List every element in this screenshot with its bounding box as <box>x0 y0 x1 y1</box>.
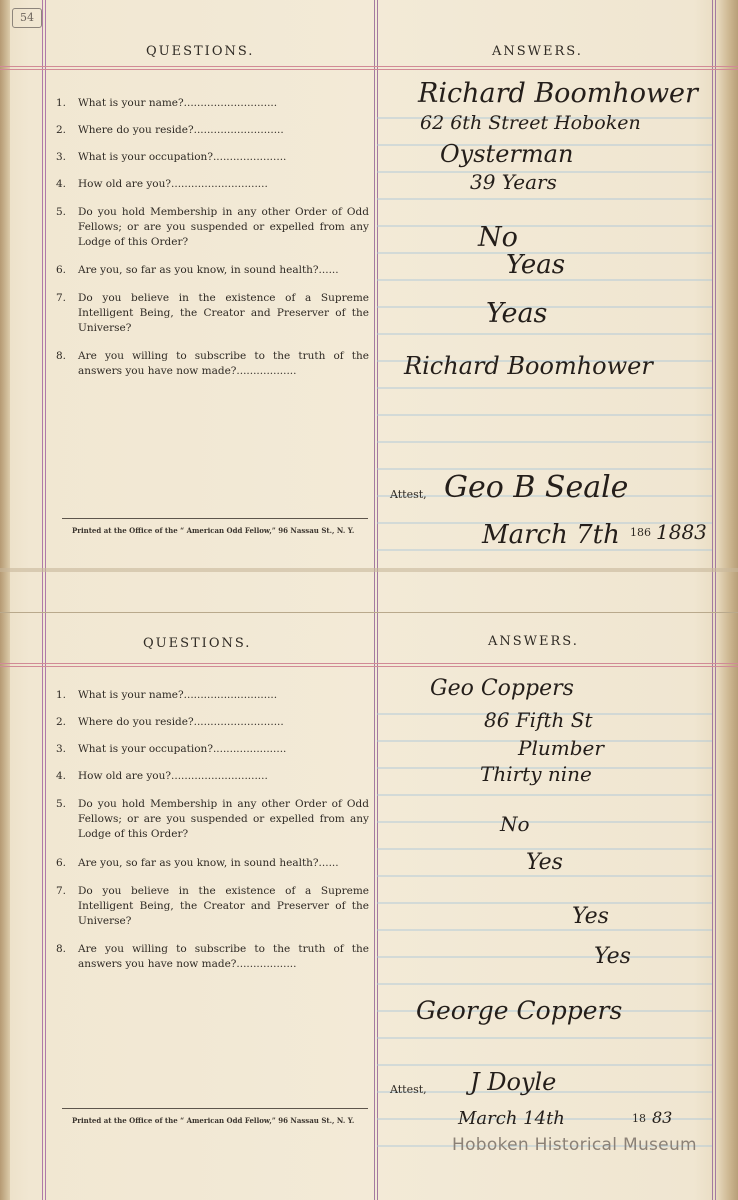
question-text: Where do you reside?........................... <box>78 124 284 136</box>
question-2 <box>56 123 369 138</box>
question-text: Are you, so far as you know, in sound health?...... <box>78 264 339 276</box>
question-text: How old are you?............................. <box>78 770 268 782</box>
question-3 <box>56 150 369 165</box>
question-number: 8. <box>56 943 67 955</box>
date-written: March 7th <box>482 520 620 550</box>
questions-heading: QUESTIONS. <box>143 636 252 651</box>
printer-rule <box>62 1108 368 1109</box>
question-7 <box>56 884 369 929</box>
answers-heading: ANSWERS. <box>488 634 579 649</box>
question-number: 4. <box>56 770 67 782</box>
question-number: 1. <box>56 689 67 701</box>
question-text: Do you believe in the existence of a Supreme Intelligent Being, the Creator and Preserver of the Universe? <box>78 292 369 334</box>
answer-6-health: Yes <box>526 850 563 875</box>
question-number: 5. <box>56 798 67 810</box>
printer-line: Printed at the Office of the “ American Odd Fellow,” 96 Nassau St., N. Y. <box>72 1116 355 1125</box>
question-number: 2. <box>56 716 67 728</box>
answer-5-membership: No <box>478 222 518 253</box>
question-text: What is your occupation?...................... <box>78 743 287 755</box>
attest-label: Attest, <box>390 1083 427 1096</box>
question-number: 1. <box>56 97 67 109</box>
question-text: Are you, so far as you know, in sound health?...... <box>78 857 339 869</box>
question-8 <box>56 349 369 379</box>
answer-5-membership: No <box>500 812 530 836</box>
question-5 <box>56 797 369 842</box>
question-text: Do you believe in the existence of a Supreme Intelligent Being, the Creator and Preserver of the Universe? <box>78 885 369 927</box>
date-written: March 14th <box>458 1108 565 1129</box>
year-printed: 186 <box>630 526 651 539</box>
printer-rule <box>62 518 368 519</box>
answer-4-age: Thirty nine <box>480 762 592 786</box>
question-number: 8. <box>56 350 67 362</box>
year-printed: 18 <box>632 1112 646 1125</box>
question-2 <box>56 715 369 730</box>
question-text: Do you hold Membership in any other Order of Odd Fellows; or are you suspended or expelled from any Lodge of this Order? <box>78 798 369 840</box>
question-1 <box>56 96 369 111</box>
question-text: Are you willing to subscribe to the truth of the answers you have now made?.................. <box>78 943 369 970</box>
answer-3-occupation: Oysterman <box>440 140 574 168</box>
answer-7-belief: Yeas <box>486 298 548 329</box>
question-7 <box>56 291 369 336</box>
museum-watermark: Hoboken Historical Museum <box>452 1135 697 1155</box>
answer-4-age: 39 Years <box>470 170 557 194</box>
question-8 <box>56 942 369 972</box>
answer-7-belief: Yes <box>572 904 609 929</box>
question-number: 7. <box>56 885 67 897</box>
answer-2-residence: 62 6th Street Hoboken <box>420 112 641 134</box>
year-written: 1883 <box>656 520 707 544</box>
attest-signature: J Doyle <box>470 1068 557 1096</box>
question-5 <box>56 205 369 250</box>
question-4 <box>56 177 369 192</box>
question-text: What is your name?............................ <box>78 689 278 701</box>
question-number: 6. <box>56 857 67 869</box>
year-written: 83 <box>652 1108 673 1127</box>
answer-2-residence: 86 Fifth St <box>484 708 593 732</box>
answer-8-signature: Richard Boomhower <box>404 352 653 380</box>
attest-label: Attest, <box>390 488 427 501</box>
question-number: 2. <box>56 124 67 136</box>
question-number: 7. <box>56 292 67 304</box>
question-number: 4. <box>56 178 67 190</box>
question-6 <box>56 263 369 278</box>
questions-heading: QUESTIONS. <box>146 44 255 59</box>
folio-number: 54 <box>12 8 42 28</box>
attest-signature: Geo B Seale <box>444 470 629 505</box>
question-number: 3. <box>56 151 67 163</box>
question-text: How old are you?............................. <box>78 178 268 190</box>
answer-6-health: Yeas <box>506 250 566 280</box>
question-text: What is your occupation?...................... <box>78 151 287 163</box>
question-4 <box>56 769 369 784</box>
question-text: What is your name?............................ <box>78 97 278 109</box>
question-number: 3. <box>56 743 67 755</box>
question-text: Do you hold Membership in any other Order of Odd Fellows; or are you suspended or expelled from any Lodge of this Order? <box>78 206 369 248</box>
question-number: 5. <box>56 206 67 218</box>
answer-1-name: Richard Boomhower <box>418 78 698 109</box>
answer-1-name: Geo Coppers <box>430 676 574 701</box>
answer-3-occupation: Plumber <box>518 736 604 760</box>
applicant-signature: George Coppers <box>416 996 623 1025</box>
answers-heading: ANSWERS. <box>492 44 583 59</box>
question-text: Are you willing to subscribe to the truth of the answers you have now made?.................. <box>78 350 369 377</box>
printer-line: Printed at the Office of the “ American Odd Fellow,” 96 Nassau St., N. Y. <box>72 526 355 535</box>
answer-8-truth: Yes <box>594 944 631 969</box>
question-text: Where do you reside?........................... <box>78 716 284 728</box>
question-3 <box>56 742 369 757</box>
question-1 <box>56 688 369 703</box>
question-6 <box>56 856 369 871</box>
question-number: 6. <box>56 264 67 276</box>
